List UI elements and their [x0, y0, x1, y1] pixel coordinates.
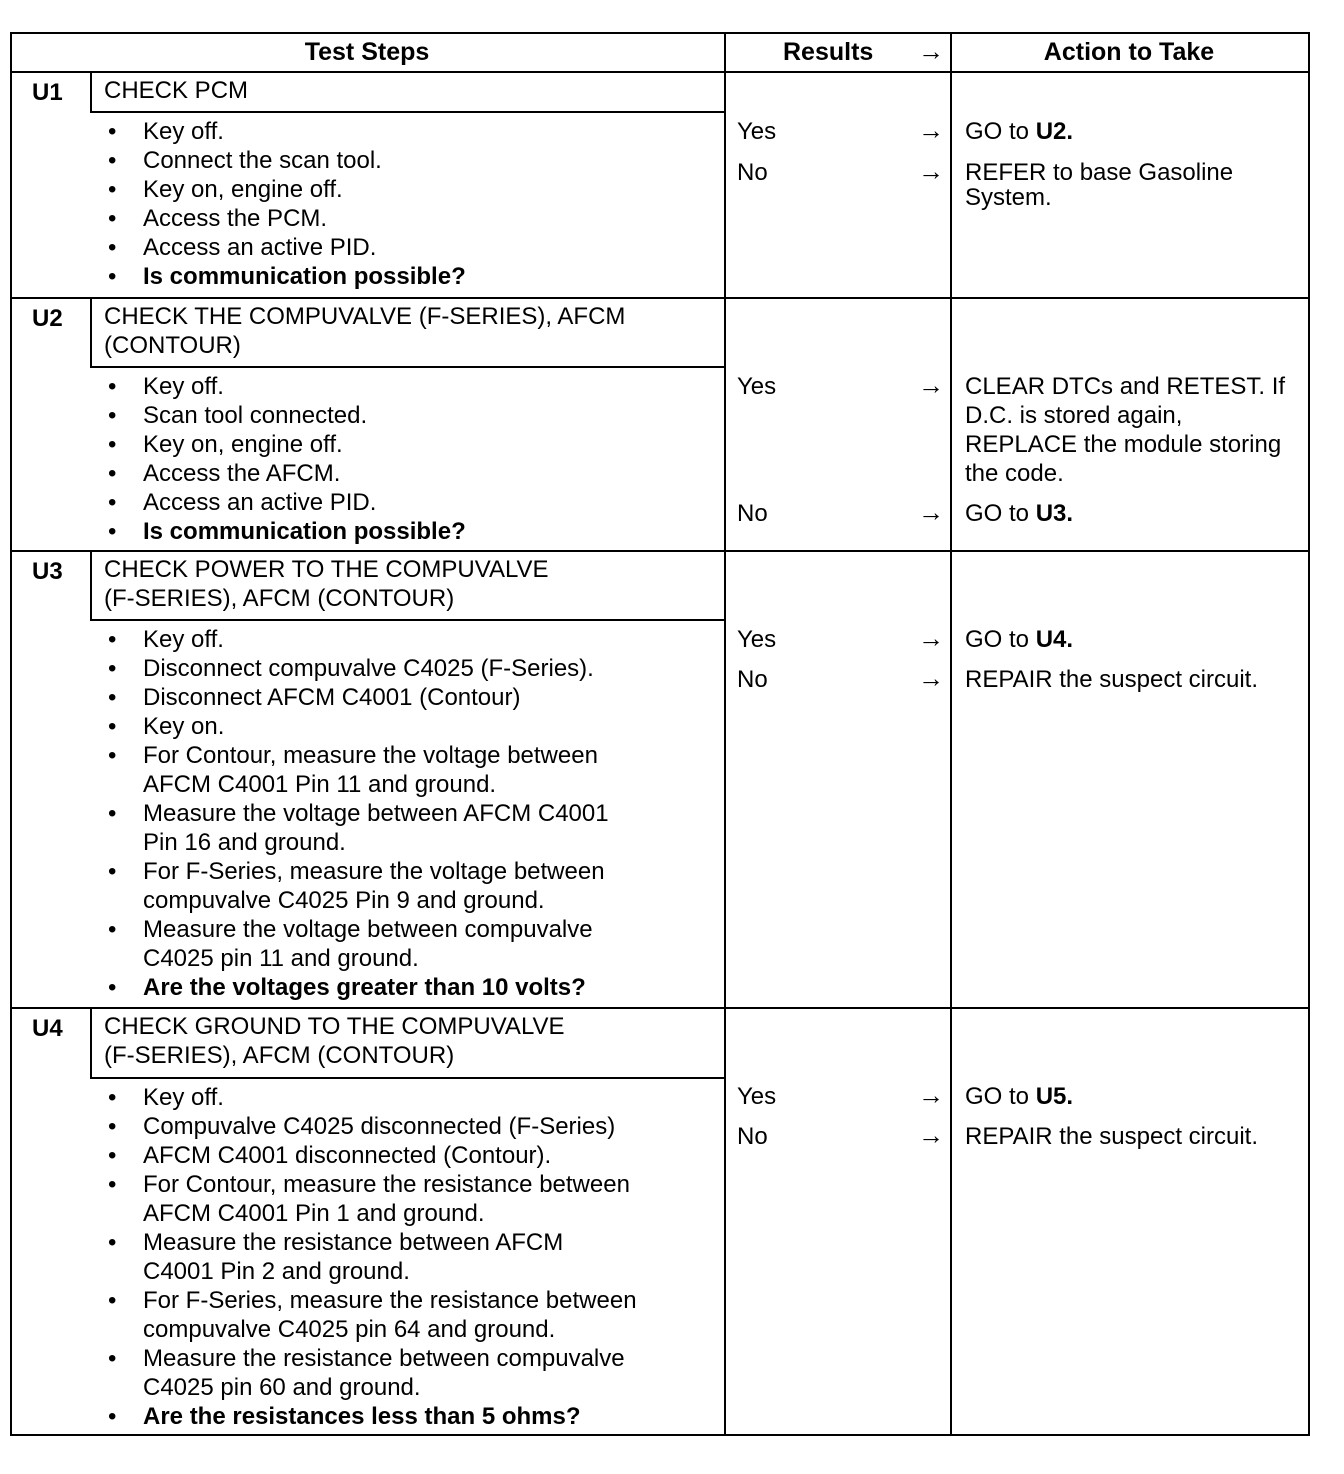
- bullet-icon: •: [108, 626, 117, 653]
- step-instruction: For F-Series, measure the resistance between: [143, 1287, 637, 1314]
- step-instruction: Key off.: [143, 1084, 224, 1111]
- action-text: GO to U5.: [965, 1083, 1074, 1110]
- action-text: D.C. is stored again,: [965, 402, 1183, 429]
- bullet-icon: •: [108, 916, 117, 943]
- bullet-icon: •: [108, 118, 117, 145]
- step-instruction: Scan tool connected.: [143, 402, 368, 429]
- step-title: CHECK GROUND TO THE COMPUVALVE: [104, 1013, 565, 1040]
- title-divider: [90, 1077, 724, 1079]
- bullet-icon: •: [108, 431, 117, 458]
- result-no: No: [737, 159, 768, 186]
- step-instruction: C4001 Pin 2 and ground.: [143, 1258, 410, 1285]
- step-instruction: Compuvalve C4025 disconnected (F-Series): [143, 1113, 616, 1140]
- step-id-u2: U2: [32, 305, 63, 332]
- step-instruction: AFCM C4001 Pin 11 and ground.: [143, 771, 497, 798]
- arrow-right-icon: →: [918, 370, 944, 400]
- row-divider: [10, 550, 1308, 552]
- title-divider: [90, 111, 724, 113]
- bullet-icon: •: [108, 1084, 117, 1111]
- bullet-icon: •: [108, 402, 117, 429]
- header-arrow-icon: →: [918, 36, 944, 66]
- arrow-right-icon: →: [918, 115, 944, 145]
- step-id-divider: [90, 1007, 92, 1077]
- arrow-right-icon: →: [918, 623, 944, 653]
- step-instruction: Measure the resistance between AFCM: [143, 1229, 564, 1256]
- action-text: GO to U4.: [965, 626, 1074, 653]
- results-column-divider: [724, 32, 726, 1434]
- arrow-right-icon: →: [918, 663, 944, 693]
- action-text-continued: System.: [965, 184, 1052, 211]
- action-text: CLEAR DTCs and RETEST. If: [965, 373, 1286, 400]
- step-id-divider: [90, 71, 92, 111]
- step-instruction: Key off.: [143, 373, 224, 400]
- result-no: No: [737, 1123, 768, 1150]
- bullet-icon: •: [108, 263, 117, 290]
- row-divider: [10, 1007, 1308, 1009]
- bullet-icon: •: [108, 489, 117, 516]
- step-id-divider: [90, 550, 92, 619]
- bullet-icon: •: [108, 713, 117, 740]
- step-instruction: compuvalve C4025 Pin 9 and ground.: [143, 887, 545, 914]
- step-instruction: For F-Series, measure the voltage between: [143, 858, 605, 885]
- step-title: (CONTOUR): [104, 332, 241, 359]
- step-id-u4: U4: [32, 1015, 63, 1042]
- header-test-steps: Test Steps: [304, 38, 430, 66]
- step-instruction: Key on.: [143, 713, 225, 740]
- step-instruction: Access the AFCM.: [143, 460, 341, 487]
- arrow-right-icon: →: [918, 1120, 944, 1150]
- bullet-icon: •: [108, 1287, 117, 1314]
- step-instruction: Key off.: [143, 118, 224, 145]
- result-no: No: [737, 500, 768, 527]
- step-instruction: C4025 pin 60 and ground.: [143, 1374, 421, 1401]
- step-instruction: Access an active PID.: [143, 489, 377, 516]
- action-text: GO to U2.: [965, 118, 1074, 145]
- bullet-icon: •: [108, 684, 117, 711]
- arrow-right-icon: →: [918, 497, 944, 527]
- header-divider: [10, 71, 1308, 73]
- arrow-right-icon: →: [918, 1080, 944, 1110]
- step-title: CHECK THE COMPUVALVE (F-SERIES), AFCM: [104, 303, 626, 330]
- step-title: (F-SERIES), AFCM (CONTOUR): [104, 585, 455, 612]
- step-instruction: Access an active PID.: [143, 234, 377, 261]
- bullet-icon: •: [108, 974, 117, 1001]
- step-instruction: AFCM C4001 disconnected (Contour).: [143, 1142, 552, 1169]
- bullet-icon: •: [108, 205, 117, 232]
- table-border-bottom: [10, 1434, 1310, 1436]
- bullet-icon: •: [108, 858, 117, 885]
- action-text: the code.: [965, 460, 1064, 487]
- step-instruction: compuvalve C4025 pin 64 and ground.: [143, 1316, 556, 1343]
- header-results: Results: [783, 38, 874, 66]
- result-no: No: [737, 666, 768, 693]
- action-text: REPLACE the module storing: [965, 431, 1282, 458]
- step-instruction: Is communication possible?: [143, 263, 466, 290]
- step-instruction: Measure the resistance between compuvalve: [143, 1345, 625, 1372]
- step-instruction: Measure the voltage between compuvalve: [143, 916, 593, 943]
- bullet-icon: •: [108, 1113, 117, 1140]
- result-yes: Yes: [737, 373, 777, 400]
- result-yes: Yes: [737, 626, 777, 653]
- step-instruction: Key on, engine off.: [143, 176, 343, 203]
- result-yes: Yes: [737, 1083, 777, 1110]
- bullet-icon: •: [108, 373, 117, 400]
- step-title: CHECK PCM: [104, 77, 249, 104]
- table-border-right: [1308, 32, 1310, 1434]
- step-instruction: For Contour, measure the resistance between: [143, 1171, 630, 1198]
- step-id-divider: [90, 297, 92, 366]
- row-divider: [10, 297, 1308, 299]
- bullet-icon: •: [108, 147, 117, 174]
- bullet-icon: •: [108, 1403, 117, 1430]
- step-instruction: Connect the scan tool.: [143, 147, 382, 174]
- arrow-right-icon: →: [918, 156, 944, 186]
- step-instruction: Are the voltages greater than 10 volts?: [143, 974, 586, 1001]
- table-border-top: [10, 32, 1308, 34]
- bullet-icon: •: [108, 1171, 117, 1198]
- action-text: GO to U3.: [965, 500, 1074, 527]
- table-border-left: [10, 32, 12, 1434]
- step-title: CHECK POWER TO THE COMPUVALVE: [104, 556, 549, 583]
- step-instruction: Is communication possible?: [143, 518, 466, 545]
- step-instruction: Pin 16 and ground.: [143, 829, 346, 856]
- bullet-icon: •: [108, 518, 117, 545]
- action-text: REPAIR the suspect circuit.: [965, 1123, 1258, 1150]
- step-instruction: Key off.: [143, 626, 224, 653]
- step-instruction: For Contour, measure the voltage between: [143, 742, 598, 769]
- bullet-icon: •: [108, 1229, 117, 1256]
- bullet-icon: •: [108, 655, 117, 682]
- header-action-to-take: Action to Take: [1043, 38, 1215, 66]
- step-instruction: Measure the voltage between AFCM C4001: [143, 800, 609, 827]
- bullet-icon: •: [108, 800, 117, 827]
- bullet-icon: •: [108, 1345, 117, 1372]
- bullet-icon: •: [108, 460, 117, 487]
- step-instruction: Disconnect AFCM C4001 (Contour): [143, 684, 521, 711]
- title-divider: [90, 619, 724, 621]
- step-instruction: AFCM C4001 Pin 1 and ground.: [143, 1200, 485, 1227]
- title-divider: [90, 366, 724, 368]
- action-column-divider: [950, 32, 952, 1434]
- result-yes: Yes: [737, 118, 777, 145]
- step-instruction: Disconnect compuvalve C4025 (F-Series).: [143, 655, 594, 682]
- step-id-u1: U1: [32, 79, 63, 106]
- action-text: REPAIR the suspect circuit.: [965, 666, 1258, 693]
- step-instruction: Key on, engine off.: [143, 431, 343, 458]
- step-id-u3: U3: [32, 558, 63, 585]
- bullet-icon: •: [108, 176, 117, 203]
- step-instruction: Are the resistances less than 5 ohms?: [143, 1403, 581, 1430]
- action-text: REFER to base Gasoline: [965, 159, 1234, 186]
- bullet-icon: •: [108, 742, 117, 769]
- bullet-icon: •: [108, 1142, 117, 1169]
- bullet-icon: •: [108, 234, 117, 261]
- step-instruction: C4025 pin 11 and ground.: [143, 945, 419, 972]
- step-title: (F-SERIES), AFCM (CONTOUR): [104, 1042, 455, 1069]
- step-instruction: Access the PCM.: [143, 205, 328, 232]
